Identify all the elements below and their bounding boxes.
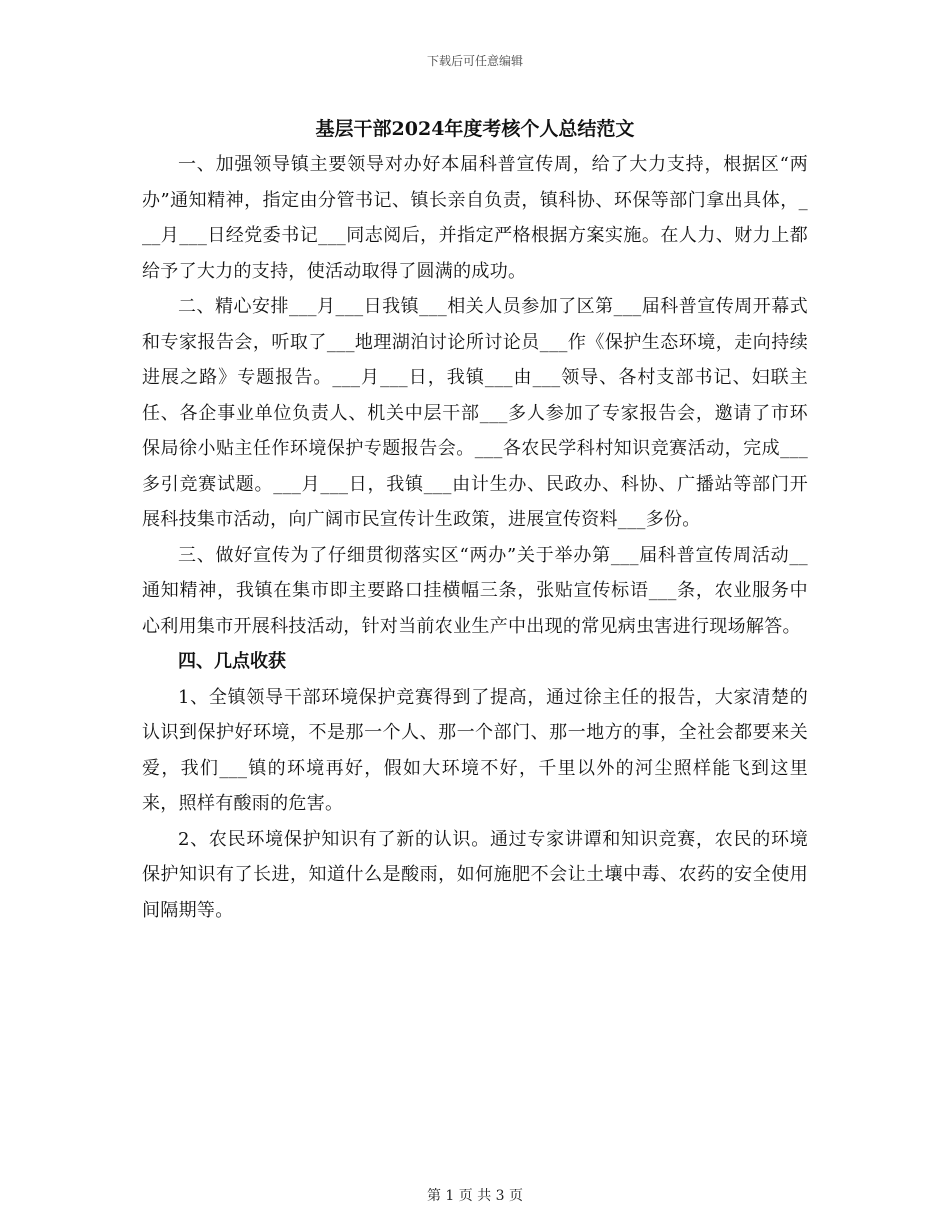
page-header-note: 下载后可任意编辑 [426, 54, 523, 68]
paragraph-harvest-2: 2、农民环境保护知识有了新的认识。通过专家讲谭和知识竞赛，农民的环境保护知识有了长进，知道什么是酸雨，如何施肥不会让土壤中毒、农药的安全使用间隔期等。 [142, 828, 808, 921]
paragraph-publicity: 三、做好宣传为了仔细贯彻落实区“两办”关于举办第___届科普宣传周活动__通知精神，我镇在集市即主要路口挂横幅三条，张贴宣传标语___条，农业服务中心利用集市开展科技活动，针对当前农业生产中出现的常见病虫害进行现场解答。 [142, 544, 808, 637]
page-number: 第 1 页 共 3 页 [426, 1188, 524, 1204]
paragraph-leadership: 一、加强领导镇主要领导对办好本届科普宣传周，给了大力支持，根据区“两办”通知精神，指定由分管书记、镇长亲自负责，镇科协、环保等部门拿出具体，___月___日经党委书记___同志阅后，并指定严格根据方案实施。在人力、财力上都给予了大力的支持，使活动取得了圆满的成功。 [142, 154, 808, 282]
section-heading-harvest: 四、几点收获 [178, 651, 286, 672]
document-body [142, 147, 808, 928]
paragraph-arrangement: 二、精心安排___月___日我镇___相关人员参加了区第___届科普宣传周开幕式和专家报告会，听取了___地理湖泊讨论所讨论员___作《保护生态环境，走向持续进展之路》专题报告。___月___日，我镇___由___领导、各村支部书记、妇联主任、各企事业单位负责人、机关中层干部___多人参加了专家报告会，邀请了市环保局徐小贴主任作环境保护专题报告会。___各农民学科村知识竞赛活动，完成___多引竞赛试题。___月___日，我镇___由计生办、民政办、科协、广播站等部门开展科技集市活动，向广阔市民宣传计生政策，进展宣传资料___多份。 [142, 296, 808, 530]
paragraph-harvest-1: 1、全镇领导干部环境保护竞赛得到了提高，通过徐主任的报告，大家清楚的认识到保护好环境，不是那一个人、那一个部门、那一地方的事，全社会都要来关爱，我们___镇的环境再好，假如大环境不好，千里以外的河尘照样能飞到这里来，照样有酸雨的危害。 [142, 686, 808, 814]
document-title: 基层干部2024年度考核个人总结范文 [315, 118, 635, 140]
